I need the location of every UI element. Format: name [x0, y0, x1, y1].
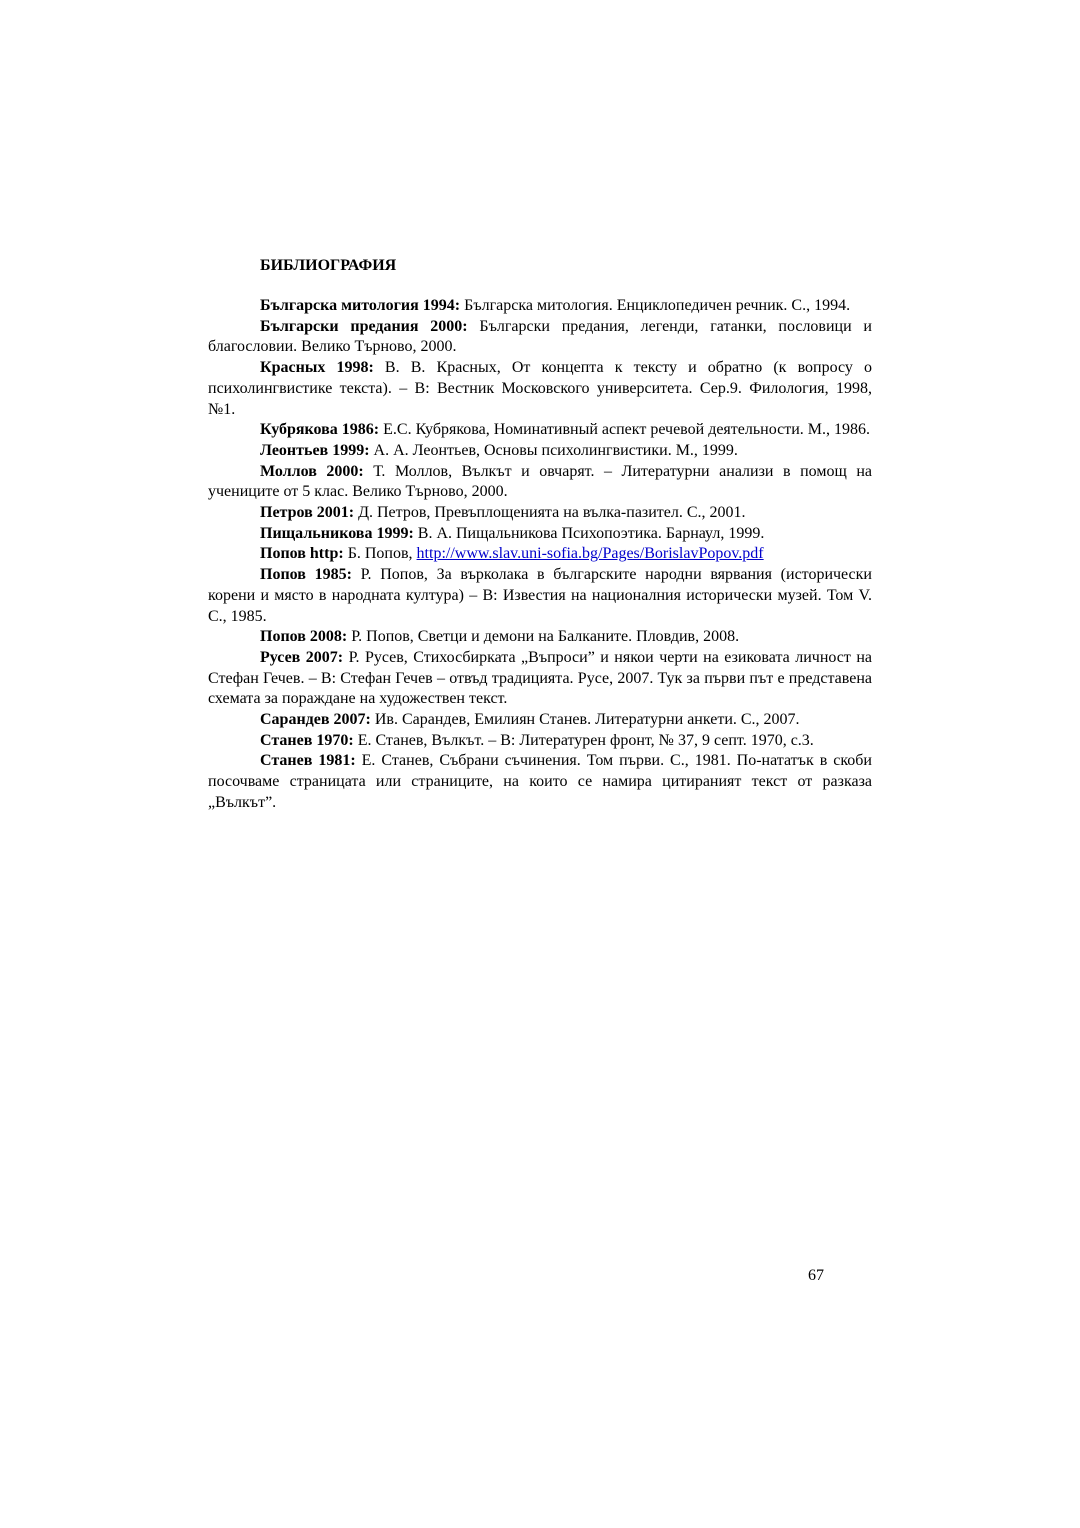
entry-text: Ив. Сарандев, Емилиян Станев. Литературни анкети. С., 2007.: [370, 711, 800, 729]
bibliography-entry: [208, 544, 872, 565]
bibliography-entry: [208, 358, 872, 420]
entry-text: Т. Моллов, Вълкът и овчарят. – Литературни анализи в помощ на учениците от 5 клас. Велико Търново, 2000.: [208, 462, 872, 501]
entry-text: Е. Станев, Вълкът. – В: Литературен фронт, № 37, 9 септ. 1970, с.3.: [353, 731, 814, 749]
entry-text: А. А. Леонтьев, Основы психолингвистики. М., 1999.: [369, 441, 738, 459]
entry-text: Българска митология. Енциклопедичен речник. С., 1994.: [460, 297, 851, 314]
entry-key: Попов 2008:: [260, 628, 348, 646]
bibliography-entry: [208, 648, 872, 710]
bibliography-entry: [208, 462, 872, 503]
entry-text: Е. Станев, Събрани съчинения. Том първи. С., 1981. По-нататък в скоби посочваме страницата или страниците, на които се намира цитираният текст от разказа „Вълкът”.: [208, 752, 872, 811]
bibliography-list: [208, 296, 872, 814]
entry-text: Български предания, легенди, гатанки, пословици и благословии. Велико Търново, 2000.: [208, 317, 872, 356]
entry-text: Р. Русев, Стихосбирката „Въпроси” и някои черти на езиковата личност на Стефан Гечев. – В: Стефан Гечев – отвъд традицията. Русе, 2007. Тук за първи път е представена схемата за пораждане на художествен текст.: [208, 648, 872, 708]
bibliography-entry: [208, 441, 872, 462]
entry-key: Попов 1985:: [260, 566, 352, 584]
entry-key: Кубрякова 1986:: [260, 421, 380, 439]
entry-key: Моллов 2000:: [260, 462, 364, 480]
bibliography-entry: [208, 524, 872, 545]
entry-text: В. В. Красных, От концепта к тексту и обратно (к вопросу о психолингвистике текста). – В: Вестник Московского университета. Сер.9. Филология, 1998, №1.: [208, 359, 872, 418]
entry-key: Български предания 2000:: [260, 317, 468, 335]
entry-text: Б. Попов,: [343, 545, 417, 563]
entry-key: Красных 1998:: [260, 359, 374, 377]
entry-key: Сарандев 2007:: [260, 711, 371, 729]
entry-text: Р. Попов, Светци и демони на Балканите. Пловдив, 2008.: [347, 628, 740, 646]
entry-key: Попов http:: [260, 545, 344, 563]
entry-key: Българска митология 1994:: [260, 297, 461, 314]
entry-key: Петров 2001:: [260, 504, 355, 522]
bibliography-entry: [208, 420, 872, 441]
bibliography-entry: [208, 317, 872, 358]
entry-text: В. А. Пищальникова Психопоэтика. Барнаул, 1999.: [413, 524, 765, 542]
page-number: 67: [808, 1267, 824, 1284]
entry-text: Е.С. Кубрякова, Номинативный аспект речевой деятельности. М., 1986.: [379, 421, 871, 439]
entry-key: Станев 1970:: [260, 731, 354, 749]
entry-key: Станев 1981:: [260, 752, 356, 770]
entry-text: Р. Попов, За върколака в българските народни вярвания (исторически корени и място в народната култура) – В: Известия на националния исторически музей. Том V. С., 1985.: [208, 566, 872, 625]
entry-key: Пищальникова 1999:: [260, 524, 414, 542]
popov-pdf-link[interactable]: http://www.slav.uni-sofia.bg/Pages/BorislavPopov.pdf: [416, 545, 764, 563]
entry-key: Русев 2007:: [260, 648, 344, 666]
bibliography-entry: [208, 627, 872, 648]
bibliography-entry: [208, 565, 872, 627]
entry-text: Д. Петров, Превъплощенията на вълка-пазител. С., 2001.: [354, 504, 746, 522]
bibliography-entry: [208, 731, 872, 752]
entry-key: Леонтьев 1999:: [260, 441, 370, 459]
bibliography-entry: [208, 503, 872, 524]
bibliography-heading: БИБЛИОГРАФИЯ: [260, 257, 397, 274]
bibliography-entry: [208, 710, 872, 731]
bibliography-entry: [208, 296, 872, 317]
bibliography-entry: [208, 751, 872, 813]
